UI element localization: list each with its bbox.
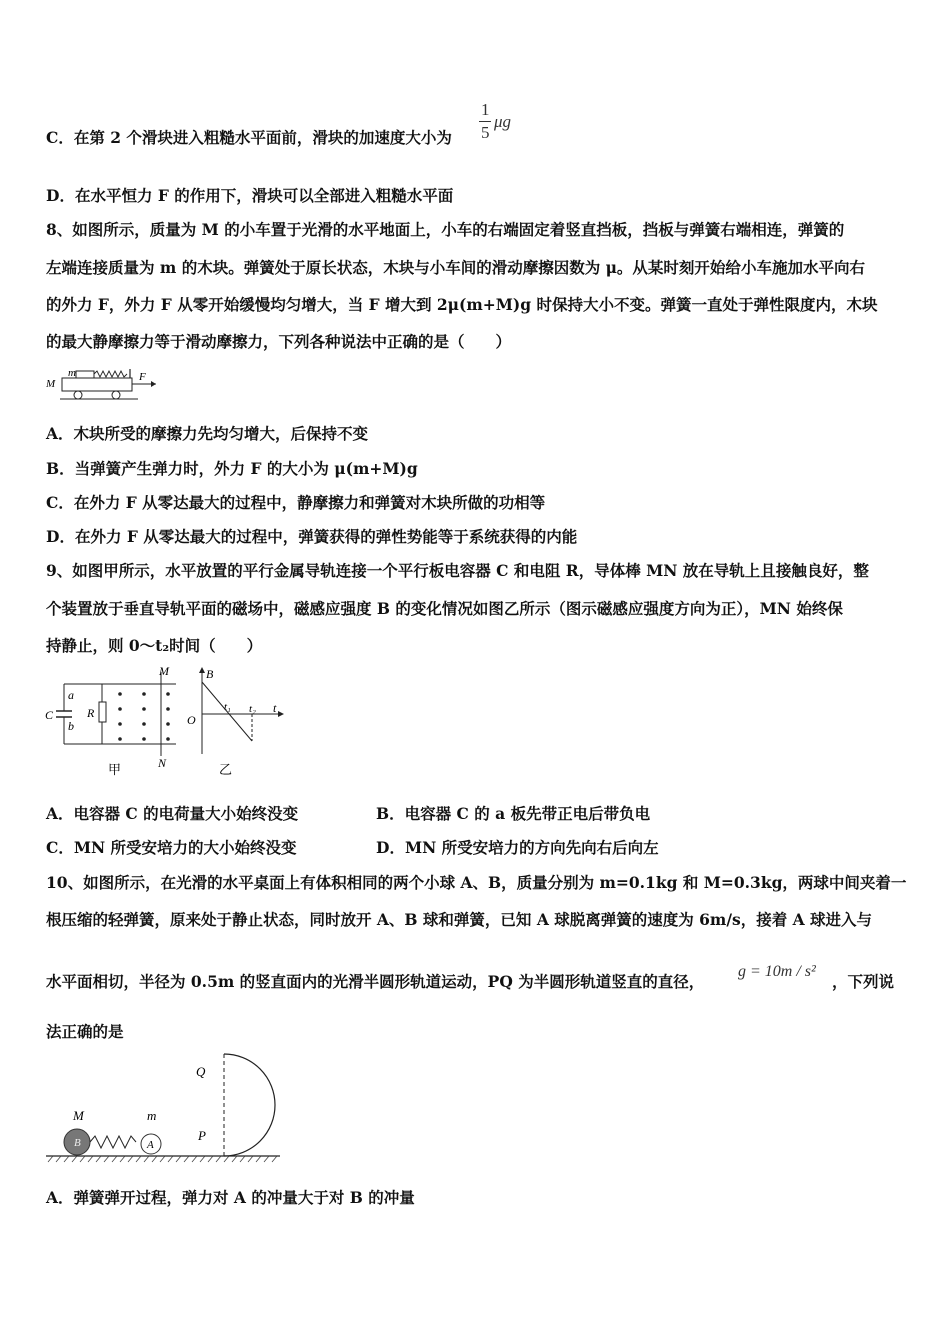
q8-option-a: A．木块所受的摩擦力先均匀增大，后保持不变 [46,424,369,443]
q10-stem-line-1: 10、如图所示，在光滑的水平桌面上有体积相同的两个小球 A、B，质量分别为 m=0.1kg 和 M=0.3kg，两球中间夹着一 [46,873,907,892]
label-ball-B: B [74,1137,81,1149]
fraction-denominator: 5 [481,123,490,142]
b-axis-arrow [199,667,205,673]
q10-stem-line-3-end: ，下列说 [832,972,895,991]
label-a: a [68,688,74,702]
q8-cart-figure [46,364,166,404]
label-Q: Q [196,1064,206,1079]
q10-track-figure [44,1048,284,1164]
fraction-one-fifth-mu-g [478,100,518,146]
q9-stem-line-1: 9、如图甲所示，水平放置的平行金属导轨连接一个平行板电容器 C 和电阻 R，导体棒 MN 放在导轨上且接触良好，整 [46,561,869,580]
caption-jia: 甲 [108,763,122,778]
q9-option-c: C．MN 所受安培力的大小始终没变 [46,838,297,857]
figure-jia [45,664,176,778]
label-P: P [198,1128,206,1143]
t-axis-arrow [278,711,284,717]
q8-option-c: C．在外力 F 从零达最大的过程中，静摩擦力和弹簧对木块所做的功相等 [46,493,546,512]
q9-stem-line-3: 持静止，则 0～t₂时间（ ） [46,636,263,655]
q9-stem-line-2: 个装置放于垂直导轨平面的磁场中，磁感应强度 B 的变化情况如图乙所示（图示磁感应强度方向为正），MN 始终保 [46,599,843,618]
label-R: R [87,706,95,720]
q10-option-a: A．弹簧弹开过程，弹力对 A 的冲量大于对 B 的冲量 [46,1188,415,1207]
wood-block [76,371,94,378]
resistor [99,702,106,722]
q9-option-a: A．电容器 C 的电荷量大小始终没变 [46,804,299,823]
q8-stem-line-4: 的最大静摩擦力等于滑动摩擦力，下列各种说法中正确的是（ ） [46,332,512,351]
label-M: M [46,378,56,390]
compressed-spring [90,1136,136,1148]
arrow-head [151,381,156,387]
label-C: C [45,708,54,722]
magnetic-field-dots [118,692,170,741]
fraction-numerator: 1 [481,100,490,119]
label-b: b [68,719,74,733]
q8-stem-line-2: 左端连接质量为 m 的木块。弹簧处于原长状态，木块与小车间的滑动摩擦因数为 μ。从某时刻开始给小车施加水平向右 [46,258,865,277]
q10-stem-line-2: 根压缩的轻弹簧，原来处于静止状态，同时放开 A、B 球和弹簧，已知 A 球脱离弹簧的速度为 6m/s，接着 A 球进入与 [46,910,873,929]
spring [94,371,127,377]
q8-stem-line-1: 8、如图所示，质量为 M 的小车置于光滑的水平地面上，小车的右端固定着竖直挡板，挡板与弹簧右端相连，弹簧的 [46,220,845,239]
caption-yi: 乙 [219,763,233,778]
wheel-left [74,391,82,399]
label-t1: t₁ [224,701,231,713]
label-t: t [273,701,277,715]
label-m: m [147,1108,157,1123]
label-M: M [159,664,169,678]
q9-option-d: D．MN 所受安培力的方向先向右后向左 [376,838,659,857]
figure-yi [187,667,284,778]
label-ball-A: A [147,1139,154,1151]
label-m: m [68,367,76,379]
cart-body [62,378,132,391]
q8-option-b: B．当弹簧产生弹力时，外力 F 的大小为 μ(m+M)g [46,459,418,478]
surface-hatching [48,1156,277,1162]
q9-figures [44,664,294,778]
q10-stem-line-4: 法正确的是 [46,1022,124,1041]
fraction-expression: μg [494,112,512,131]
wheel-right [112,391,120,399]
label-B: B [206,667,214,681]
q7-option-c: C．在第 2 个滑块进入粗糙水平面前，滑块的加速度大小为 [46,128,452,147]
q8-stem-line-3: 的外力 F，外力 F 从零开始缓慢均匀增大，当 F 增大到 2μ(m+M)g 时保持大小不变。弹簧一直处于弹性限度内，木块 [46,295,878,314]
label-M: M [73,1108,84,1123]
gravity-formula: g = 10m / s² [738,963,816,980]
q7-option-d: D．在水平恒力 F 的作用下，滑块可以全部进入粗糙水平面 [46,186,454,205]
label-t2: t₂ [249,703,256,715]
q10-stem-line-3: 水平面相切，半径为 0.5m 的竖直面内的光滑半圆形轨道运动，PQ 为半圆形轨道竖直的直径， [46,972,705,991]
label-F: F [139,371,146,383]
q8-option-d: D．在外力 F 从零达最大的过程中，弹簧获得的弹性势能等于系统获得的内能 [46,527,578,546]
q9-option-b: B．电容器 C 的 a 板先带正电后带负电 [376,804,651,823]
semicircle-track [224,1054,275,1156]
label-O: O [187,713,196,727]
fraction-bar [479,121,491,122]
label-N: N [158,756,167,770]
